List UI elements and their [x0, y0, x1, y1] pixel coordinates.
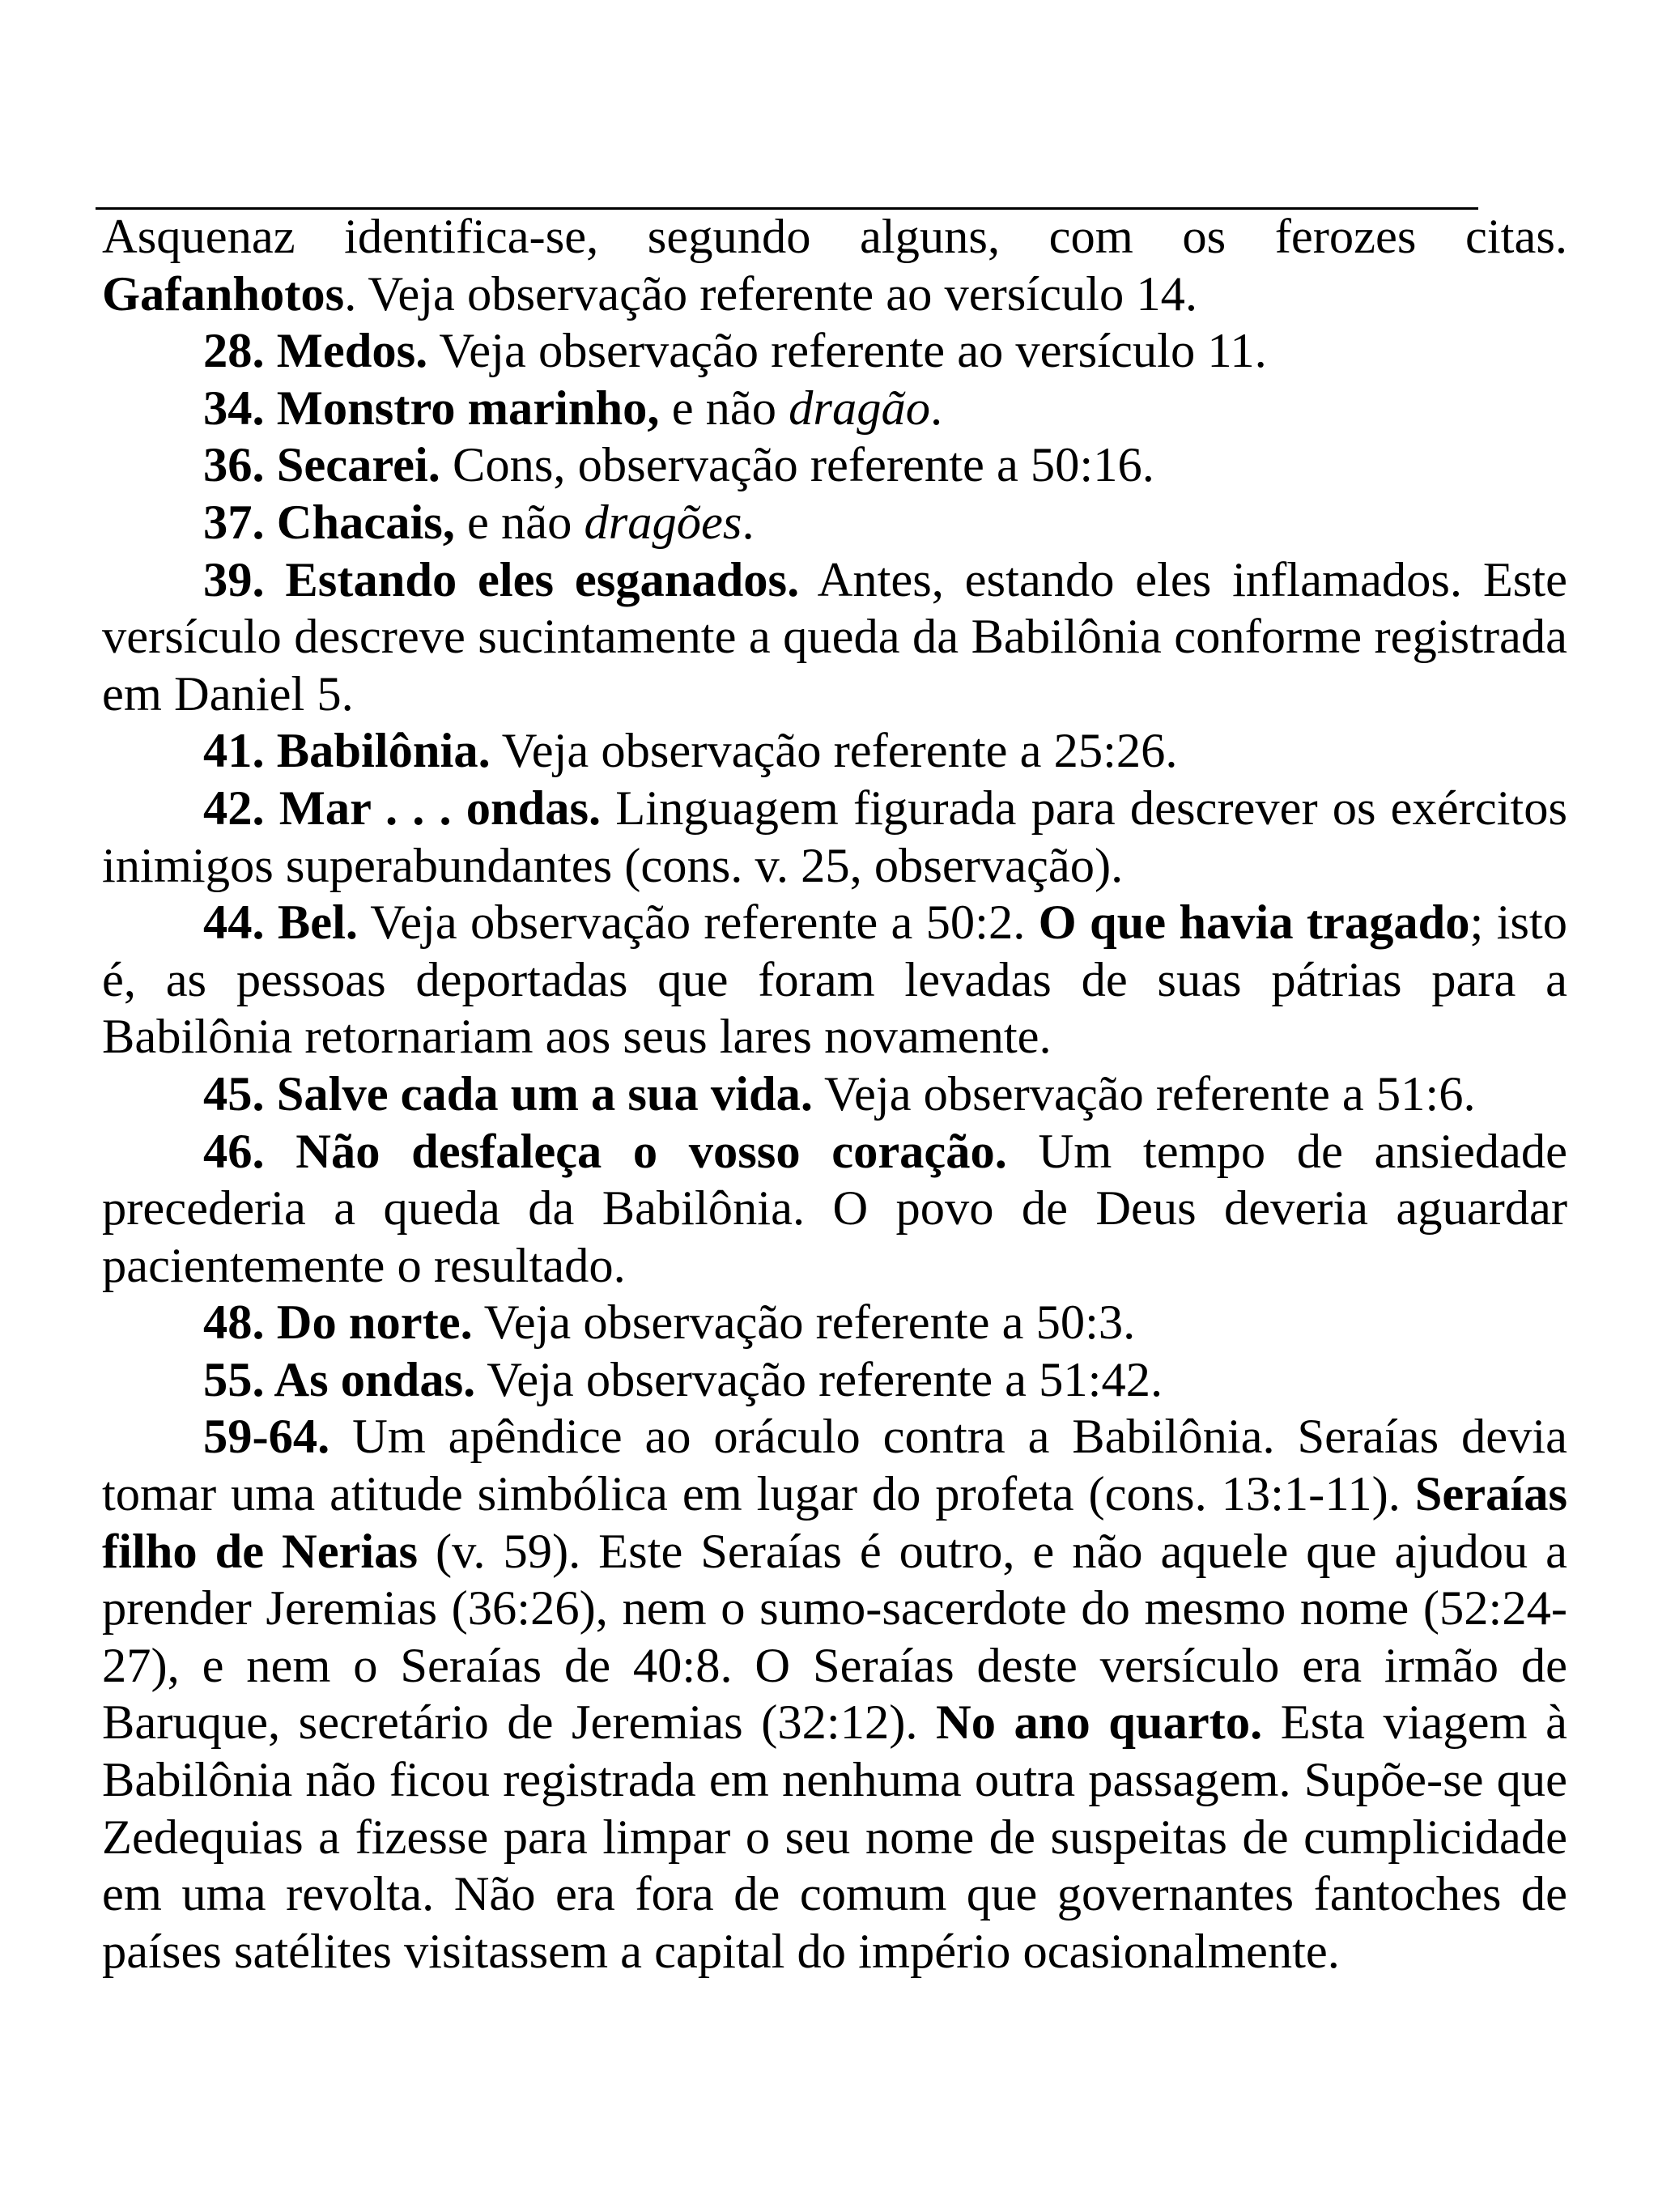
text-segment: Um apêndice ao oráculo contra a Babilônia. Seraías devia tomar uma atitude simbólica em lugar do profeta (cons. 13:1-11).: [102, 1410, 1567, 1522]
text-segment: Veja observação referente a 50:2.: [358, 895, 1039, 951]
text-segment: Veja observação referente a 51:42.: [475, 1352, 1163, 1407]
verse-heading: 34. Monstro marinho,: [203, 381, 660, 436]
verse-heading: 37. Chacais,: [203, 495, 455, 550]
note-verse-48: [102, 1295, 1567, 1352]
text-segment: Veja observação referente a 50:3.: [472, 1295, 1136, 1351]
verse-heading: 28. Medos.: [203, 324, 428, 379]
verse-heading: 42. Mar . . . ondas.: [203, 781, 602, 836]
verse-heading: 55. As ondas.: [203, 1352, 476, 1407]
note-verse-45: [102, 1066, 1567, 1124]
italic-term: dragão: [789, 381, 930, 436]
paragraph-continuation: [102, 209, 1567, 323]
text-segment: Antes, estando eles inflamados. Este versículo descreve sucintamente a queda da Babilônia conforme registrada em Daniel 5.: [102, 552, 1567, 721]
note-verse-39: [102, 552, 1567, 724]
verse-heading: 36. Secarei.: [203, 438, 440, 493]
note-verse-34: [102, 381, 1567, 438]
bold-term: No ano quarto.: [936, 1695, 1263, 1750]
text-segment: Um tempo de ansiedade precederia a queda da Babilônia. O povo de Deus deveria aguardar pacientemente o resultado.: [102, 1124, 1568, 1293]
text-segment: Cons, observação referente a 50:16.: [440, 438, 1154, 493]
verse-heading: 44. Bel.: [203, 895, 359, 951]
verse-heading: 46. Não desfaleça o vosso coração.: [203, 1124, 1007, 1179]
text-segment: Esta viagem à Babilônia não ficou registrada em nenhuma outra passagem. Supõe-se que Zedequias a fizesse para limpar o seu nome de suspeitas de cumplicidade em uma revolta. Não era fora de comum que governantes fantoches de países satélites visitassem a capital do império ocasionalmente.: [102, 1695, 1567, 1979]
note-verse-36: [102, 437, 1567, 495]
text-segment: Veja observação referente a 25:26.: [490, 724, 1178, 779]
note-verse-28: [102, 323, 1567, 381]
verse-heading: 39. Estando eles esganados.: [203, 552, 800, 607]
verse-heading: 41. Babilônia.: [203, 724, 491, 779]
note-verse-55: [102, 1352, 1567, 1410]
note-verse-42: [102, 781, 1567, 895]
note-verse-46: [102, 1124, 1567, 1295]
text-segment: . Veja observação referente ao versículo 14.: [344, 266, 1197, 321]
bold-term: O que havia tragado: [1038, 895, 1470, 951]
verse-heading: 59-64.: [203, 1410, 330, 1465]
note-verse-37: [102, 495, 1567, 552]
text-segment: Veja observação referente ao versículo 11.: [427, 324, 1267, 379]
verse-heading: 48. Do norte.: [203, 1295, 473, 1351]
text-segment: e não: [454, 495, 585, 550]
text-segment: Linguagem figurada para descrever os exércitos inimigos superabundantes (cons. v. 25, observação).: [102, 781, 1568, 893]
text-segment: .: [742, 495, 755, 550]
note-verse-44: [102, 895, 1567, 1066]
commentary-text: [102, 209, 1567, 1980]
italic-term: dragões: [584, 495, 742, 550]
text-segment: .: [929, 381, 943, 436]
text-segment: e não: [659, 381, 789, 436]
note-verses-59-64: [102, 1409, 1567, 1980]
term-gafanhotos: Gafanhotos: [102, 266, 345, 321]
bold-term: Seraías filho de Nerias: [102, 1467, 1567, 1579]
verse-heading: 45. Salve cada um a sua vida.: [203, 1066, 814, 1121]
text-segment: Asquenaz identifica-se, segundo alguns, com os ferozes citas.: [102, 210, 1567, 264]
text-segment: ; isto é, as pessoas deportadas que foram levadas de suas pátrias para a Babilônia retornariam aos seus lares novamente.: [102, 895, 1567, 1065]
text-segment: Veja observação referente a 51:6.: [813, 1066, 1476, 1121]
note-verse-41: [102, 723, 1567, 781]
text-segment: (v. 59). Este Seraías é outro, e não aquele que ajudou a prender Jeremias (36:26), nem o sumo-sacerdote do mesmo nome (52:24-27), e nem o Seraías de 40:8. O Seraías deste versículo era irmão de Baruque, secretário de Jeremias (32:12).: [102, 1524, 1567, 1750]
